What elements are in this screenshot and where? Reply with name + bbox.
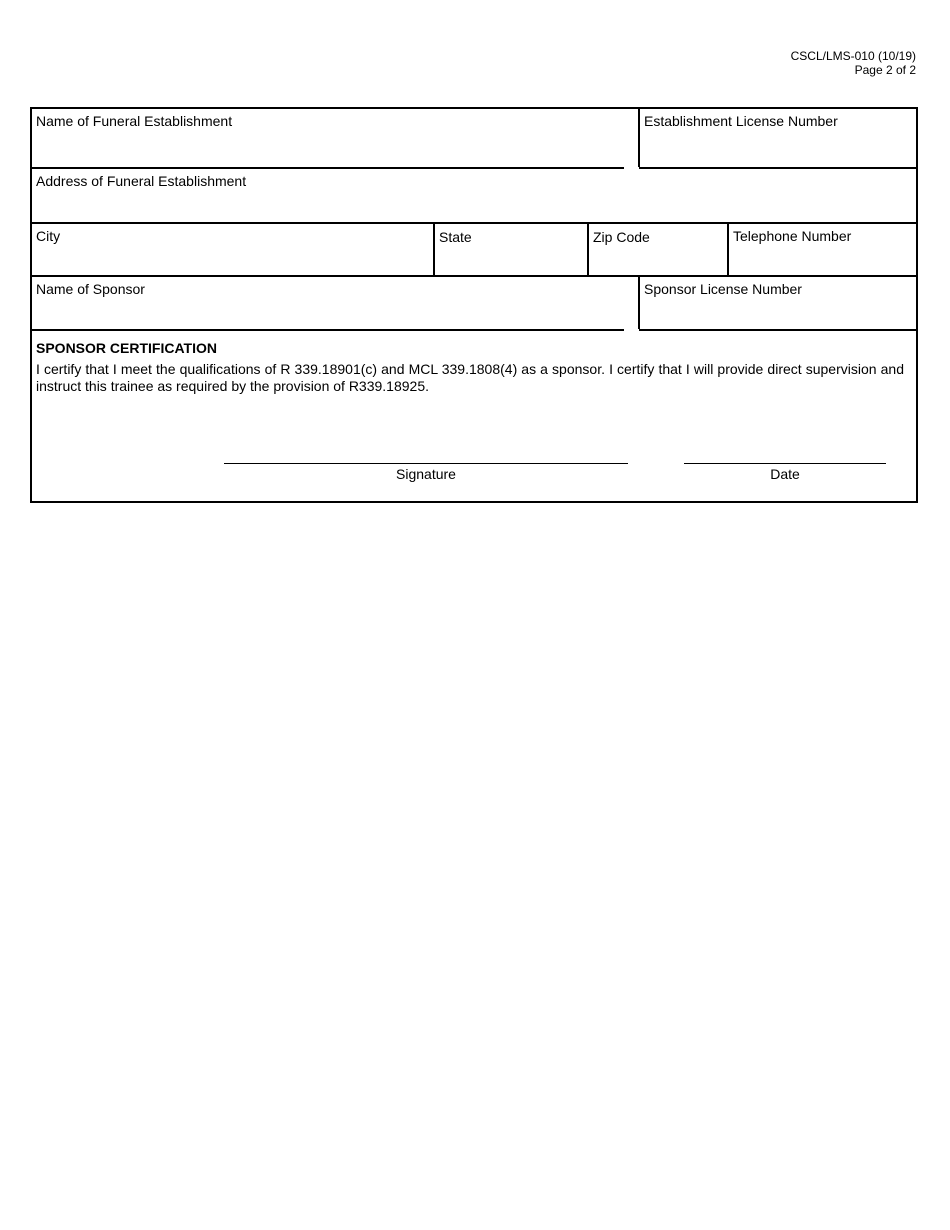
sponsor-license-number-input[interactable] bbox=[644, 303, 912, 325]
state-label: State bbox=[439, 229, 472, 245]
state-cell bbox=[435, 224, 587, 275]
page-number: Page 2 of 2 bbox=[854, 63, 916, 77]
form-header bbox=[791, 49, 916, 77]
certification-text: I certify that I meet the qualifications of R 339.18901(c) and MCL 339.1808(4) as a sponsor. I certify that I will provide direct supervision and instruct this trainee as required by the provision of R339.18925. bbox=[36, 361, 904, 394]
row-divider bbox=[639, 329, 916, 331]
telephone-number-cell bbox=[729, 224, 916, 275]
establishment-license-number-label: Establishment License Number bbox=[644, 113, 838, 129]
sponsor-name-label: Name of Sponsor bbox=[36, 281, 145, 297]
certification-title: SPONSOR CERTIFICATION bbox=[36, 340, 217, 356]
telephone-number-input[interactable] bbox=[733, 249, 912, 271]
sponsor-name-input[interactable] bbox=[36, 303, 634, 325]
establishment-address-label: Address of Funeral Establishment bbox=[36, 173, 247, 189]
city-cell bbox=[32, 224, 433, 275]
sponsor-form bbox=[30, 107, 918, 503]
telephone-number-label: Telephone Number bbox=[733, 228, 852, 244]
funeral-establishment-name-cell bbox=[32, 109, 638, 167]
sponsor-name-cell bbox=[32, 277, 638, 329]
date-line[interactable] bbox=[684, 463, 886, 464]
establishment-license-number-cell bbox=[640, 109, 916, 167]
form-number: CSCL/LMS-010 (10/19) bbox=[790, 49, 916, 63]
signature-label: Signature bbox=[396, 466, 456, 482]
establishment-license-number-input[interactable] bbox=[644, 141, 912, 163]
funeral-establishment-name-input[interactable] bbox=[36, 141, 634, 163]
city-label: City bbox=[36, 228, 61, 244]
establishment-address-input[interactable] bbox=[36, 196, 912, 218]
row-divider bbox=[32, 329, 624, 331]
signature-line[interactable] bbox=[224, 463, 628, 464]
sponsor-license-number-cell bbox=[640, 277, 916, 329]
date-label: Date bbox=[770, 466, 800, 482]
zip-code-label: Zip Code bbox=[593, 229, 650, 245]
zip-code-cell bbox=[589, 224, 727, 275]
zip-code-input[interactable] bbox=[593, 249, 723, 271]
state-input[interactable] bbox=[439, 249, 583, 271]
city-input[interactable] bbox=[36, 249, 429, 271]
sponsor-license-number-label: Sponsor License Number bbox=[644, 281, 802, 297]
funeral-establishment-name-label: Name of Funeral Establishment bbox=[36, 113, 233, 129]
establishment-address-cell bbox=[32, 169, 916, 222]
